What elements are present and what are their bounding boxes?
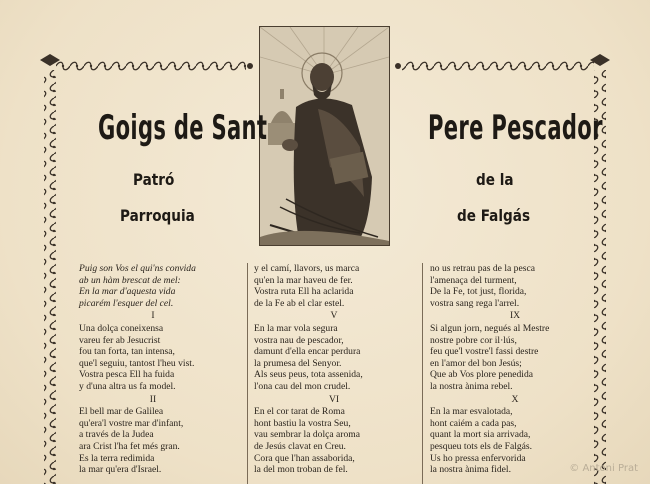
verse-line: vau sembrar la dolça aroma (254, 429, 361, 441)
column-divider (422, 263, 423, 484)
stanza-number: VI (328, 393, 340, 405)
verse-line: En la mar esvalotada, (430, 406, 513, 418)
photo-credit: © Antoni Prat (569, 463, 638, 474)
subtitle-left-2: Parroquia (120, 206, 195, 225)
verse-line: Us ho pressa enfervorida (430, 452, 526, 464)
stanza-number: V (330, 310, 338, 322)
verse-line: la mar qu'era d'Israel. (79, 464, 162, 476)
stanza-number: I (151, 310, 155, 322)
verse-line: picarém l'esquer del cel. (79, 297, 174, 309)
stanza-number: X (511, 393, 519, 405)
saint-peter-illustration (259, 26, 390, 246)
verse-line: fou tan forta, tan intensa, (79, 346, 175, 358)
verse-line: damunt d'ella encar perdura (254, 346, 361, 358)
verse-line: Cora que l'han assaborida, (254, 452, 355, 464)
stanza-number: IX (509, 310, 521, 322)
stanza-number: II (149, 393, 157, 405)
verse-line: pesqueu tots els de Falgás. (430, 440, 533, 452)
verse-line: de Jesús clavat en Creu. (254, 440, 346, 452)
intro-stanza (430, 263, 600, 309)
verse-line: Vostra pesca Ell ha fuida (79, 369, 175, 381)
verse-line: hont caiém a cada pas, (430, 417, 517, 429)
verse-line: En la mar vola segura (254, 322, 338, 334)
verse-line: Als seus peus, tota assenida, (254, 369, 363, 381)
verse-line: Vostra ruta Ell ha aclarida (254, 286, 354, 298)
verse-line: feu que'l vostre'l fassi destre (430, 346, 539, 358)
verse-line: la del mon troban de fel. (254, 464, 348, 476)
verse-line: qu'en la mar haveu de fer. (254, 274, 353, 286)
verse-line: qu'era'l vostre mar d'infant, (79, 417, 184, 429)
verse-line: a través de la Judea (79, 429, 154, 441)
verse-line: de la Fe ab el clar estel. (254, 297, 345, 309)
verse-line: En la mar d'aquesta vida (79, 286, 176, 298)
subtitle-right-2: de Falgás (457, 206, 531, 225)
verse-line: ab un hàm brescat de mel: (79, 274, 181, 286)
verse-line: ara Crist l'ha fet més gran. (79, 440, 180, 452)
verse-line: la nostra ànima fidel. (430, 464, 511, 476)
verse-line: quant la mort sia arrivada, (430, 429, 531, 441)
subtitle-left-1: Patró (133, 170, 175, 189)
title-left: Goigs de Sant (98, 108, 268, 148)
verse-line: Es la terra redimida (79, 452, 155, 464)
title-right: Pere Pescador (428, 108, 603, 148)
column-divider (247, 263, 248, 484)
verse-line: vareu fer ab Jesucrist (79, 334, 161, 346)
verse-line: vostra nau de pescador, (254, 334, 344, 346)
verse-line: Puig son Vos el qui'ns convida (79, 263, 196, 274)
verse-line: y el camí, llavors, us marca (254, 263, 360, 274)
verse-line: Una dolça coneixensa (79, 322, 164, 334)
verse-line: En el cor tarat de Roma (254, 406, 345, 418)
verse-line: vostra sang rega l'arrel. (430, 297, 520, 309)
verse-line: Que ab Vos plore penedida (430, 369, 534, 381)
intro-stanza (79, 263, 239, 309)
intro-stanza (254, 263, 414, 309)
verse-column-2 (254, 263, 414, 476)
subtitle-right-1: de la (476, 170, 514, 189)
verse-line: hont bastiu la vostra Seu, (254, 417, 351, 429)
verse-line: y d'una altra us fa model. (79, 380, 176, 392)
verse-line: l'ona cau del mon crudel. (254, 380, 351, 392)
verse-line: no us retrau pas de la pesca (430, 263, 535, 274)
verse-line: la nostra ànima rebel. (430, 380, 513, 392)
verse-line: que'l seguiu, tantost l'heu vist. (79, 357, 195, 369)
verse-line: El bell mar de Galilea (79, 406, 164, 418)
verse-line: nostre pobre cor il·lús, (430, 334, 517, 346)
verse-column-1 (79, 263, 239, 476)
verse-line: en l'amor del bon Jesús; (430, 357, 522, 369)
verse-line: la prumesa del Senyor. (254, 357, 342, 369)
verse-column-3 (430, 263, 600, 476)
verse-line: l'amenaça del turment, (430, 274, 517, 286)
verse-line: De la Fe, tot just, florida, (430, 286, 527, 298)
verse-line: Si algun jorn, negués al Mestre (430, 322, 550, 334)
